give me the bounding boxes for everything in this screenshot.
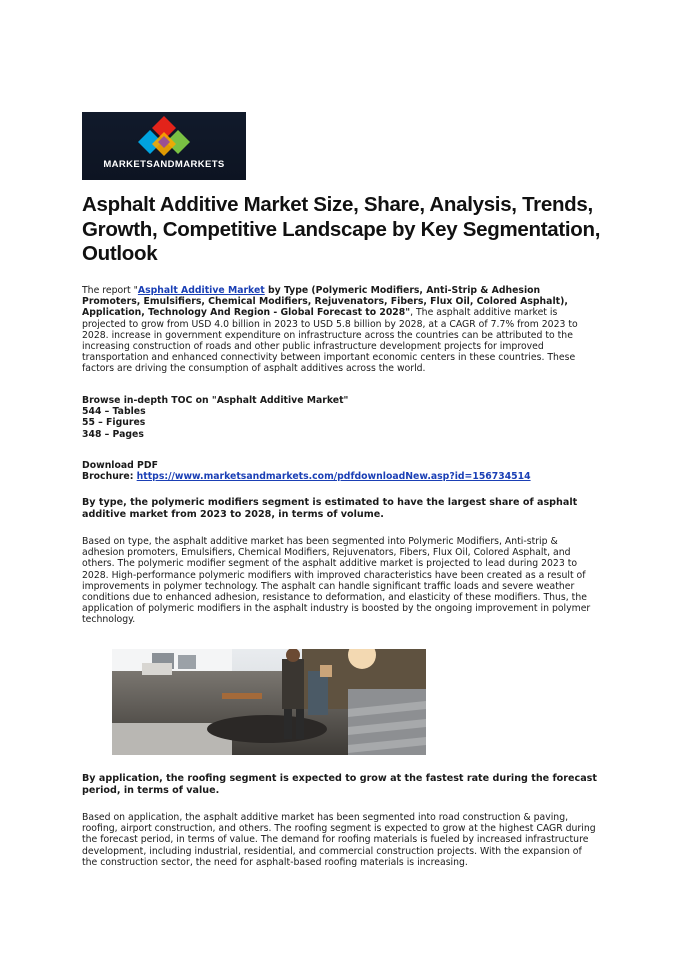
type-section-heading: By type, the polymeric modifiers segment is estimated to have the largest share of asphalt additive market from 2023 to 2028, in terms of volume. <box>82 497 578 520</box>
road-construction-photo <box>112 649 426 755</box>
toc-tables: 544 – Tables <box>82 406 146 418</box>
type-section-body: Based on type, the asphalt additive market has been segmented into Polymeric Modifiers, Anti-strip & adhesion promoters, Emulsifiers, Chemical Modifiers, Rejuvenators, Fibers, Flux Oil, Colored Asphalt, and others. The polymeric modifier segment of the asphalt additive market is projected to lead during 2023 to 2028. High-performance polymeric modifiers with improved characteristics have been created as a result of improvements in polymer technology. The asphalt can handle significant traffic loads and severe weather conditions due to enhanced adhesion, resistance to deformation, and elasticity of these modifiers. Thus, the application of polymeric modifiers in the asphalt industry is boosted by the ongoing improvement in polymer technology. <box>82 536 591 626</box>
download-heading: Download PDF <box>82 460 158 471</box>
application-section-heading: By application, the roofing segment is expected to grow at the fastest rate during the forecast period, in terms of value. <box>82 773 597 796</box>
workers-paving-image-icon <box>112 649 426 755</box>
intro-body: , The asphalt additive market is projected to grow from USD 4.0 billion in 2023 to USD 5.8 billion by 2028, at a CAGR of 7.7% from 2023 to 2028. increase in government expenditure on infrastructure across the countries can be attributed to the increasing construction of roads and other public infrastructure development projects for improved transportation and enhanced connectivity between important economic centers in these countries. These factors are driving the consumption of asphalt additives across the world. <box>82 307 578 375</box>
application-section-body: Based on application, the asphalt additive market has been segmented into road construction & paving, roofing, airport construction, and others. The roofing segment is expected to grow at the highest CAGR during the forecast period, in terms of value. The demand for roofing materials is fueled by increased infrastructure development, including industrial, residential, and commercial construction projects. With the expansion of the construction sector, the need for asphalt-based roofing materials is increasing. <box>82 812 596 868</box>
market-link[interactable]: Asphalt Additive Market <box>137 285 265 296</box>
logo-text: MARKETSANDMARKETS <box>103 159 225 170</box>
marketsandmarkets-logo <box>82 112 246 180</box>
download-block <box>82 460 594 482</box>
intro-prefix: The report " <box>82 285 138 296</box>
toc-pages: 348 – Pages <box>82 428 144 440</box>
logo-diamonds-icon <box>82 112 246 160</box>
toc-figures: 55 – Figures <box>82 417 146 429</box>
toc-block <box>82 395 594 440</box>
brochure-label: Brochure: <box>82 471 137 483</box>
brochure-link[interactable]: https://www.marketsandmarkets.com/pdfdownloadNew.asp?id=156734514 <box>136 471 531 483</box>
intro-paragraph <box>82 285 594 375</box>
toc-heading: Browse in-depth TOC on "Asphalt Additive Market" <box>82 395 349 406</box>
page-title: Asphalt Additive Market Size, Share, Analysis, Trends, Growth, Competitive Landscape by Key Segmentation, Outlook <box>82 193 601 265</box>
intro-report-title: by Type (Polymeric Modifiers, Anti-Strip & Adhesion Promoters, Emulsifiers, Chemical Modifiers, Rejuvenators, Fibers, Flux Oil, Colored Asphalt), Application, Technology And Region - Global Forecast to 2028" <box>82 285 568 319</box>
